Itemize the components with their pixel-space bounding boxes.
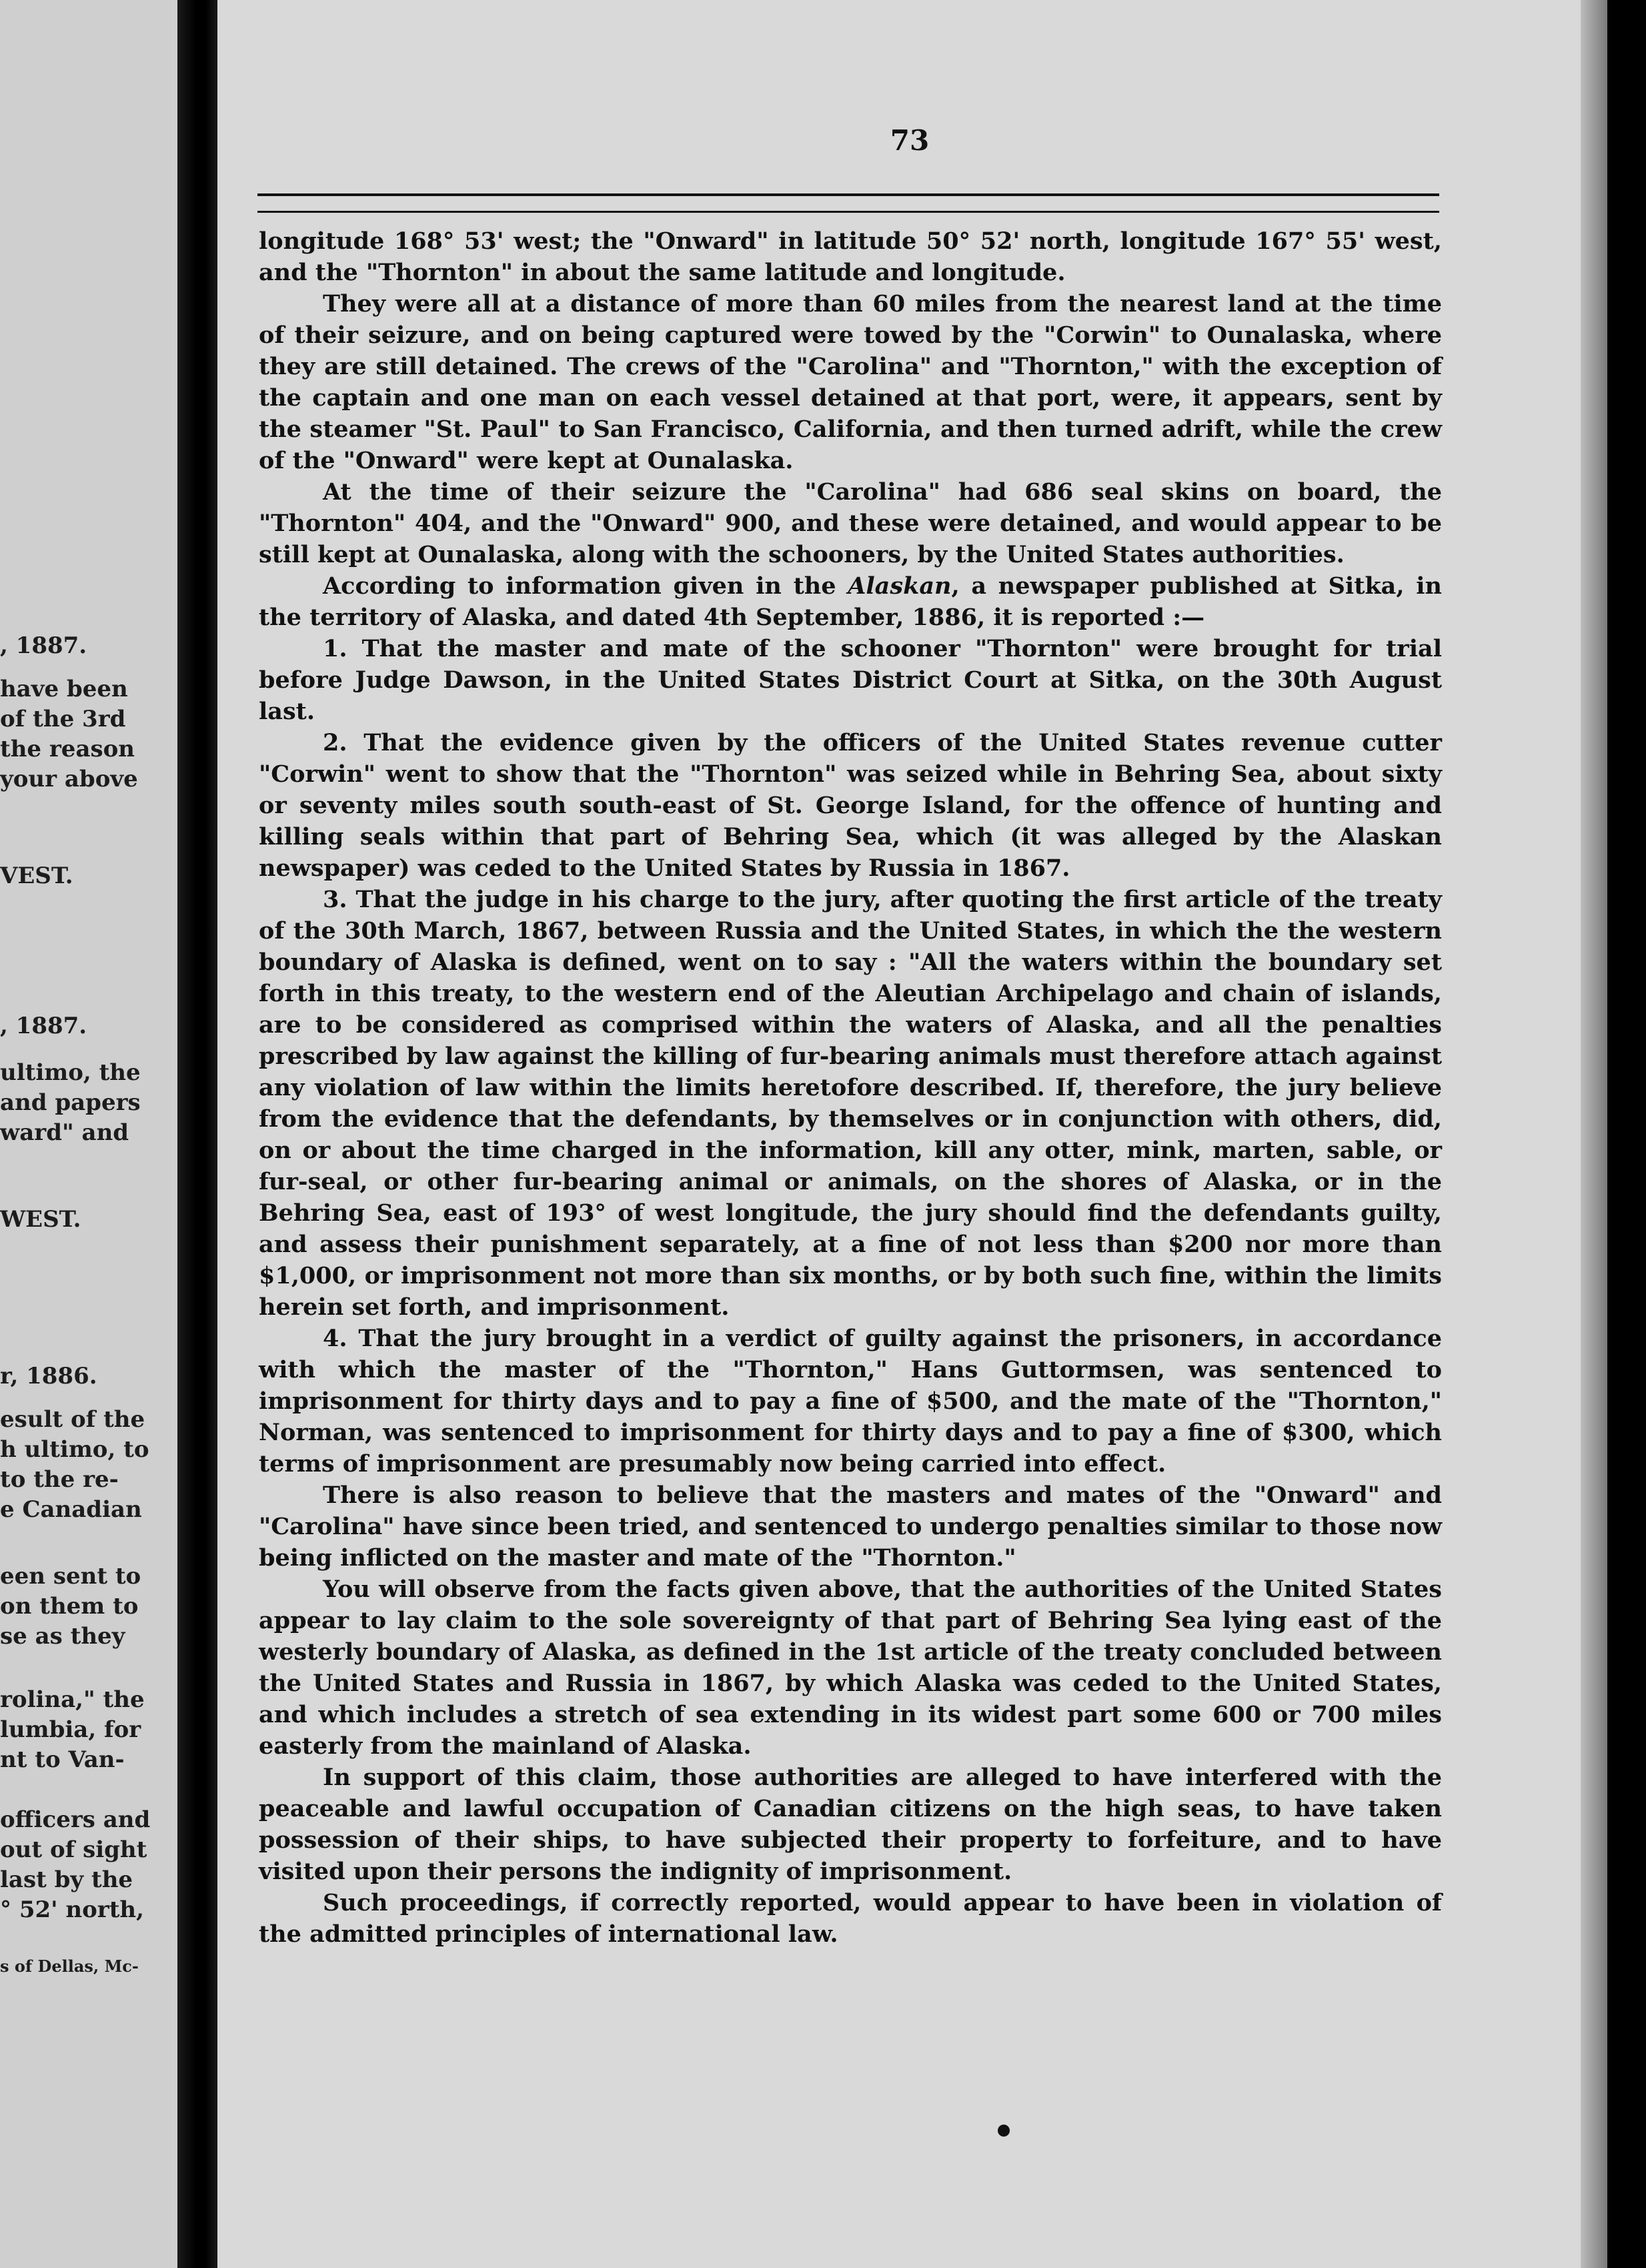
header-double-rule [257, 193, 1439, 213]
left-fragment-line: se as they [0, 1623, 125, 1650]
left-fragment-line: on them to [0, 1593, 139, 1620]
left-fragment-line: rolina," the [0, 1686, 145, 1713]
left-fragment-line: e Canadian [0, 1496, 142, 1523]
newspaper-title: Alaskan [848, 572, 952, 600]
paragraph: longitude 168° 53' west; the "Onward" in latitude 50° 52' north, longitude 167° 55' west, and the "Thornton" in about the same latitude and longitude. [259, 227, 1442, 286]
left-fragment-line: r, 1886. [0, 1363, 97, 1389]
left-fragment-line: h ultimo, to [0, 1436, 149, 1463]
ink-speck [998, 2125, 1010, 2137]
paragraph: Such proceedings, if correctly reported, would appear to have been in violation of the admitted principles of international law. [259, 1889, 1442, 1948]
left-fragment-line: esult of the [0, 1406, 145, 1433]
page-edge-shadow [1581, 0, 1607, 2268]
page-number: 73 [890, 124, 930, 157]
paragraph: In support of this claim, those authorities are alleged to have interfered with the peaceable and lawful occupation of Canadian citizens on the high seas, to have taken possession of their ships, to have subjected their property to forfeiture, and to have visited upon their persons the indignity of imprisonment. [259, 1764, 1442, 1885]
paragraph [259, 570, 1442, 633]
left-fragment-line: to the re- [0, 1466, 119, 1493]
numbered-paragraph: 1. That the master and mate of the schooner "Thornton" were brought for trial before Judge Dawson, in the United States District Court at Sitka, on the 30th August last. [259, 635, 1442, 725]
numbered-paragraph: 3. That the judge in his charge to the jury, after quoting the first article of the treaty of the 30th March, 1867, between Russia and the United States, in which the the western boundary of Alaska is defined, went on to say : "All the waters within the boundary set forth in this treaty, to the western end of the Aleutian Archipelago and chain of islands, are to be considered as comprised within the waters of Alaska, and all the penalties prescribed by law against the killing of fur-bearing animals must therefore attach against any violation of law within the limits heretofore described. If, therefore, the jury believe from the evidence that the defendants, by themselves or in conjunction with others, did, on or about the time charged in the information, kill any otter, mink, marten, sable, or fur-seal, or other fur-bearing animal or animals, on the shores of Alaska, or in the Behring Sea, east of 193° of west longitude, the jury should find the defendants guilty, and assess their punishment separately, at a fine of not less than $200 nor more than $1,000, or imprisonment not more than six months, or by both such fine, within the limits herein set forth, and imprisonment. [259, 886, 1442, 1321]
numbered-paragraph: 4. That the jury brought in a verdict of guilty against the prisoners, in accordance with which the master of the "Thornton," Hans Guttormsen, was sentenced to imprisonment for thirty days and to pay a fine of $500, and the mate of the "Thornton," Norman, was sentenced to imprisonment for thirty days and to pay a fine of $300, which terms of imprisonment are presumably now being carried into effect. [259, 1325, 1442, 1478]
paragraph-text: , a newspaper published at Sitka, in the territory of Alaska, and dated 4th September, 1886, it is reported :— [259, 572, 1442, 631]
left-fragment-line: ultimo, the [0, 1059, 141, 1086]
body-text [259, 225, 1442, 1950]
left-fragment-line: the reason [0, 736, 135, 762]
paragraph-text: According to information given in the [323, 572, 848, 600]
left-fragment-line: have been [0, 676, 128, 702]
paragraph: At the time of their seizure the "Carolina" had 686 seal skins on board, the "Thornton" 404, and the "Onward" 900, and these were detained, and would appear to be still kept at Ounalaska, along with the schooners, by the United States authorities. [259, 478, 1442, 568]
left-fragment-line: out of sight [0, 1836, 147, 1863]
left-fragment-line: VEST. [0, 863, 73, 889]
left-fragment-line: , 1887. [0, 632, 87, 659]
left-fragment-line: ° 52' north, [0, 1896, 144, 1923]
numbered-paragraph: 2. That the evidence given by the officers of the United States revenue cutter "Corwin" went to show that the "Thornton" was seized while in Behring Sea, about sixty or seventy miles south south-east of St. George Island, for the offence of hunting and killing seals within that part of Behring Sea, which (it was alleged by the Alaskan newspaper) was ceded to the United States by Russia in 1867. [259, 729, 1442, 882]
scan-border [1607, 0, 1646, 2268]
paragraph: There is also reason to believe that the masters and mates of the "Onward" and "Carolina" have since been tried, and sentenced to undergo penalties similar to those now being inflicted on the master and mate of the "Thornton." [259, 1482, 1443, 1572]
left-fragment-line: s of Dellas, Mc- [0, 1956, 139, 1976]
left-fragment-line: nt to Van- [0, 1746, 125, 1773]
left-fragment-line: your above [0, 766, 138, 792]
left-fragment-line: WEST. [0, 1206, 81, 1233]
left-fragment-line: last by the [0, 1866, 133, 1893]
left-fragment-line: lumbia, for [0, 1716, 141, 1743]
paragraph: You will observe from the facts given above, that the authorities of the United States appear to lay claim to the sole sovereignty of that part of Behring Sea lying east of the westerly boundary of Alaska, as defined in the 1st article of the treaty concluded between the United States and Russia in 1867, by which Alaska was ceded to the United States, and which includes a stretch of sea extending in its widest part some 600 or 700 miles easterly from the mainland of Alaska. [259, 1576, 1442, 1760]
document-page [217, 0, 1602, 2268]
left-fragment-line: , 1887. [0, 1013, 87, 1039]
left-fragment-line: een sent to [0, 1563, 141, 1590]
left-fragment-line: of the 3rd [0, 706, 126, 732]
left-fragment-line: officers and [0, 1806, 151, 1833]
left-fragment-line: ward" and [0, 1119, 129, 1146]
left-fragment-line: and papers [0, 1089, 141, 1116]
previous-page-fragment [0, 0, 184, 2268]
paragraph: They were all at a distance of more than 60 miles from the nearest land at the time of their seizure, and on being captured were towed by the "Corwin" to Ounalaska, where they are still detained. The crews of the "Carolina" and "Thornton," with the exception of the captain and one man on each vessel detained at that port, were, it appears, sent by the steamer "St. Paul" to San Francisco, California, and then turned adrift, while the crew of the "Onward" were kept at Ounalaska. [259, 290, 1442, 474]
